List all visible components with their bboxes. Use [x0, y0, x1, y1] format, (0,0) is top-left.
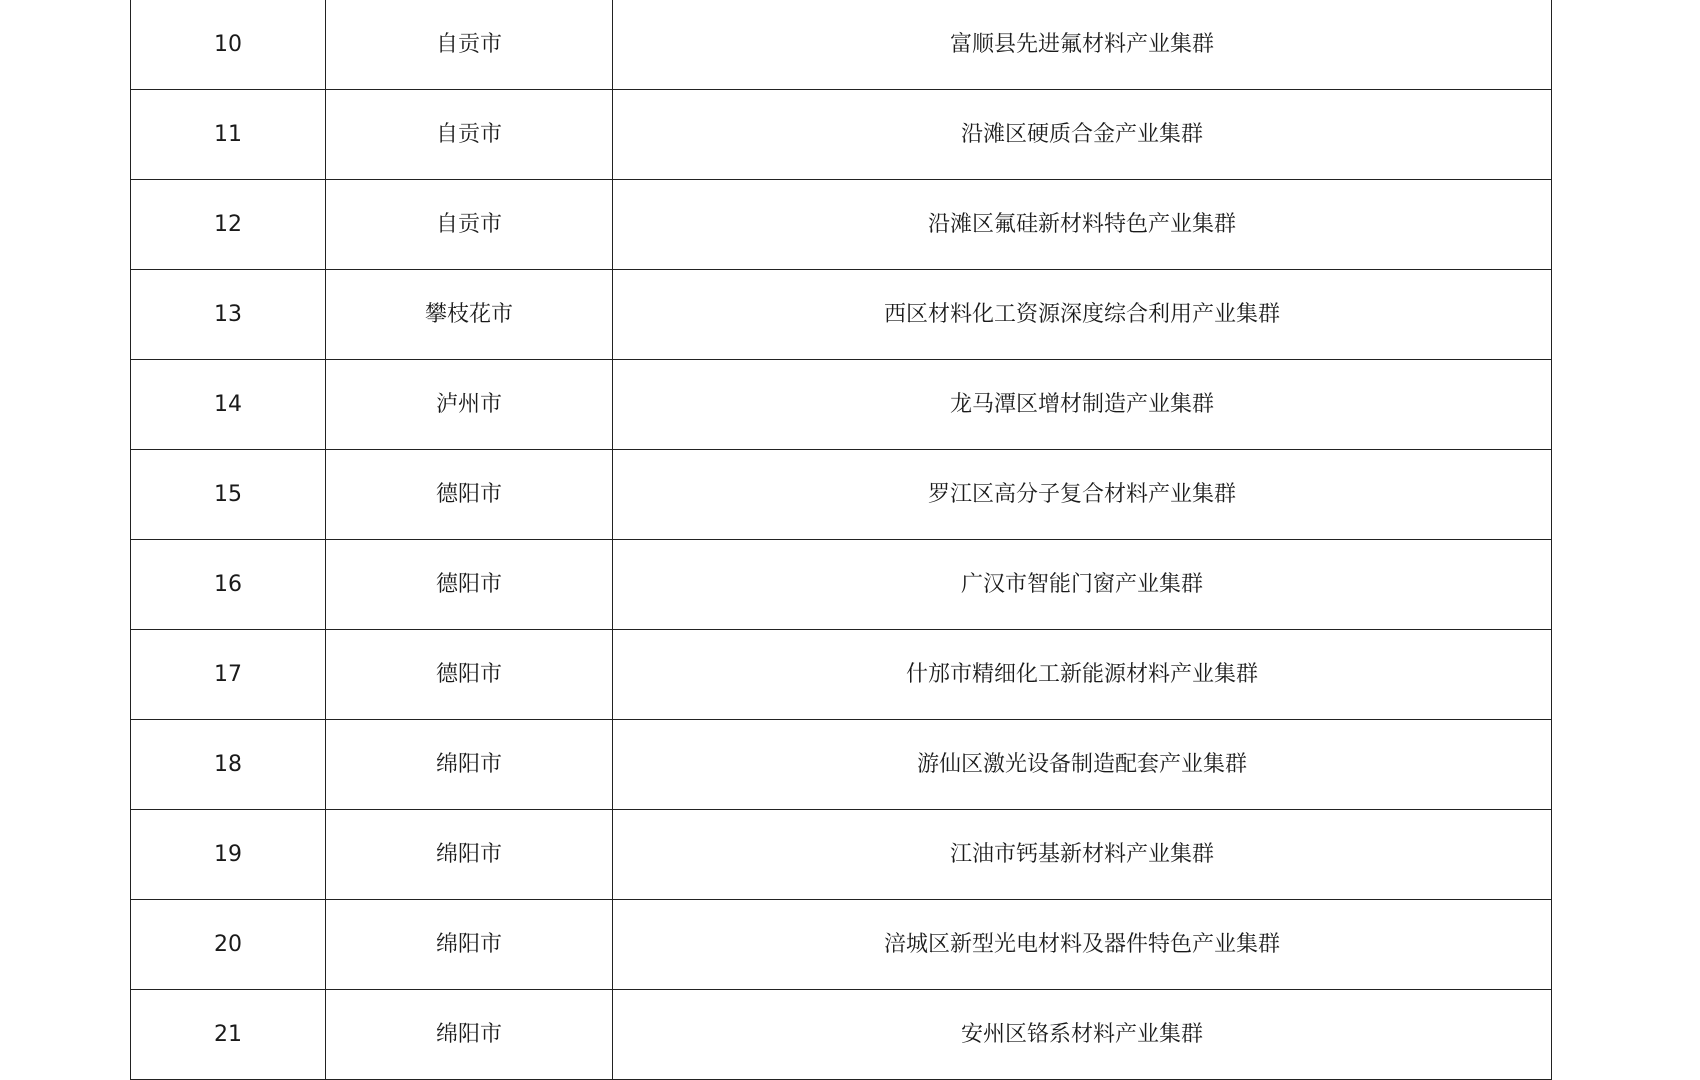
cluster-name-cell: 游仙区激光设备制造配套产业集群: [613, 720, 1552, 810]
table-row: [131, 810, 1552, 900]
city-cell: 攀枝花市: [326, 270, 613, 360]
table-row: [131, 720, 1552, 810]
cluster-name-cell: 龙马潭区增材制造产业集群: [613, 360, 1552, 450]
row-number-cell: 21: [131, 990, 326, 1080]
table-row: [131, 360, 1552, 450]
city-cell: 绵阳市: [326, 990, 613, 1080]
cluster-name-cell: 广汉市智能门窗产业集群: [613, 540, 1552, 630]
city-cell: 绵阳市: [326, 720, 613, 810]
cluster-name-cell: 安州区铬系材料产业集群: [613, 990, 1552, 1080]
cluster-name-cell: 西区材料化工资源深度综合利用产业集群: [613, 270, 1552, 360]
row-number-cell: 15: [131, 450, 326, 540]
city-cell: 自贡市: [326, 180, 613, 270]
table-row: [131, 990, 1552, 1080]
row-number-cell: 19: [131, 810, 326, 900]
cluster-name-cell: 沿滩区硬质合金产业集群: [613, 90, 1552, 180]
table-body: [131, 0, 1552, 1080]
row-number-cell: 10: [131, 0, 326, 90]
cluster-name-cell: 富顺县先进氟材料产业集群: [613, 0, 1552, 90]
cluster-name-cell: 沿滩区氟硅新材料特色产业集群: [613, 180, 1552, 270]
table-row: [131, 180, 1552, 270]
city-cell: 德阳市: [326, 540, 613, 630]
row-number-cell: 16: [131, 540, 326, 630]
table-row: [131, 270, 1552, 360]
row-number-cell: 13: [131, 270, 326, 360]
cluster-name-cell: 什邡市精细化工新能源材料产业集群: [613, 630, 1552, 720]
city-cell: 绵阳市: [326, 900, 613, 990]
cluster-name-cell: 罗江区高分子复合材料产业集群: [613, 450, 1552, 540]
row-number-cell: 11: [131, 90, 326, 180]
cluster-table-container: [130, 0, 1551, 1080]
city-cell: 德阳市: [326, 630, 613, 720]
row-number-cell: 14: [131, 360, 326, 450]
row-number-cell: 18: [131, 720, 326, 810]
table-row: [131, 0, 1552, 90]
table-row: [131, 540, 1552, 630]
row-number-cell: 17: [131, 630, 326, 720]
city-cell: 泸州市: [326, 360, 613, 450]
table-row: [131, 900, 1552, 990]
city-cell: 德阳市: [326, 450, 613, 540]
table-row: [131, 630, 1552, 720]
city-cell: 自贡市: [326, 90, 613, 180]
cluster-table: [130, 0, 1552, 1080]
table-row: [131, 450, 1552, 540]
city-cell: 自贡市: [326, 0, 613, 90]
cluster-name-cell: 江油市钙基新材料产业集群: [613, 810, 1552, 900]
table-row: [131, 90, 1552, 180]
city-cell: 绵阳市: [326, 810, 613, 900]
row-number-cell: 20: [131, 900, 326, 990]
row-number-cell: 12: [131, 180, 326, 270]
cluster-name-cell: 涪城区新型光电材料及器件特色产业集群: [613, 900, 1552, 990]
